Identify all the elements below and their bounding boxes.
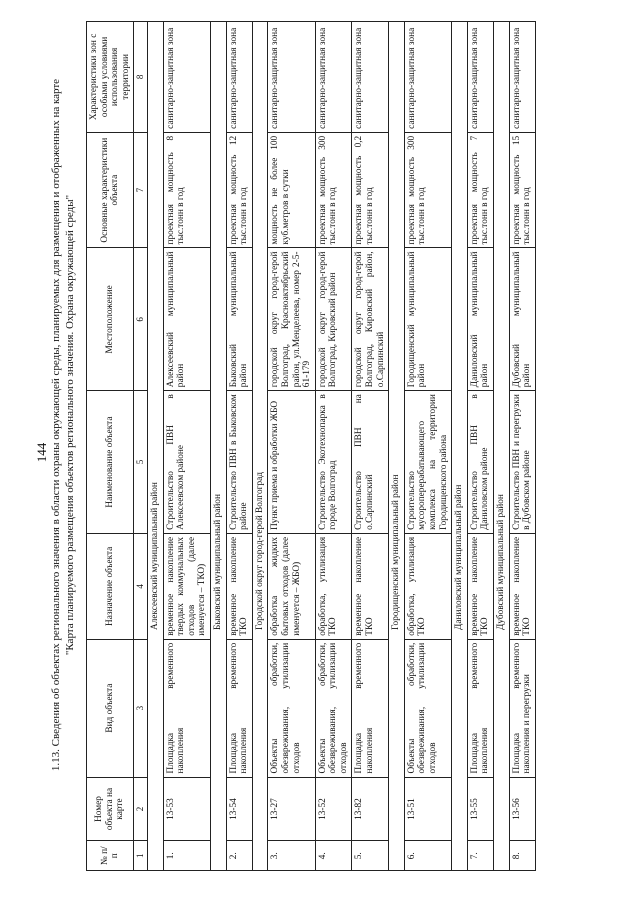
cell-name: Строительство Экотехнопарка в городе Волгоград xyxy=(315,391,352,534)
column-number: 7 xyxy=(134,132,148,248)
cell-purpose: обработка, утилизация ТКО xyxy=(315,533,352,639)
column-number: 5 xyxy=(134,391,148,534)
table-row xyxy=(268,22,315,871)
cell-purpose: временное накопление ТКО xyxy=(352,533,389,639)
section-title: Быковский муниципальный район xyxy=(210,22,226,871)
section-row xyxy=(252,22,268,871)
section-title: Алексеевский муниципальный район xyxy=(147,22,163,871)
cell-name: Строительство ПВН и перегрузки в Дубовском районе xyxy=(509,391,535,534)
cell-zone: санитарно-защитная зона xyxy=(467,22,493,133)
section-title: Городской округ город-герой Волгоград xyxy=(252,22,268,871)
table-row xyxy=(163,22,210,871)
section-row xyxy=(494,22,510,871)
header-col-3: Вид объекта xyxy=(87,639,134,777)
column-number: 4 xyxy=(134,533,148,639)
cell-specs: проектная мощность 15 тыс.тонн в год xyxy=(509,132,535,248)
cell-zone: санитарно-защитная зона xyxy=(352,22,389,133)
page-number: 144 xyxy=(34,442,49,463)
cell-purpose: временное накопление ТКО xyxy=(467,533,493,639)
cell-purpose: обработка, утилизация ТКО xyxy=(404,533,451,639)
cell-kind: Площадка временного накопления xyxy=(163,639,210,777)
table-row xyxy=(315,22,352,871)
cell-zone: санитарно-защитная зона xyxy=(226,22,252,133)
cell-specs: мощность не более 100 куб.метров в сутки xyxy=(268,132,315,248)
cell-specs: проектная мощность 300 тыс.тонн в год xyxy=(404,132,451,248)
cell-zone: санитарно-защитная зона xyxy=(404,22,451,133)
cell-kind: Площадка временного накопления xyxy=(226,639,252,777)
cell-name: Строительство ПВН на о.Сарпинский xyxy=(352,391,389,534)
cell-specs: проектная мощность 300 тыс.тонн в год xyxy=(315,132,352,248)
column-number-row xyxy=(134,22,148,871)
cell-code: 13-27 xyxy=(268,777,315,841)
cell-kind: Объекты обработки, обезвреживания, утилизации отходов xyxy=(315,639,352,777)
cell-index: 2. xyxy=(226,841,252,871)
cell-name: Строительство ПВН в Быковском районе xyxy=(226,391,252,534)
cell-location: городской округ город-герой Волгоград, Кировский район, о.Сарпинский xyxy=(352,248,389,391)
cell-specs: проектная мощность 8 тыс.тонн в год xyxy=(163,132,210,248)
header-col-2: Номер объекта на карте xyxy=(87,777,134,841)
cell-kind: Объекты обработки, обезвреживания, утилизации отходов xyxy=(268,639,315,777)
cell-code: 13-56 xyxy=(509,777,535,841)
section-row xyxy=(210,22,226,871)
section-row xyxy=(452,22,468,871)
cell-kind: Площадка временного накопления xyxy=(352,639,389,777)
header-col-4: Назначение объекта xyxy=(87,533,134,639)
cell-index: 3. xyxy=(268,841,315,871)
cell-code: 13-54 xyxy=(226,777,252,841)
cell-index: 7. xyxy=(467,841,493,871)
cell-zone: санитарно-защитная зона xyxy=(163,22,210,133)
cell-code: 13-82 xyxy=(352,777,389,841)
cell-location: Городищенский муниципальный район xyxy=(404,248,451,391)
cell-name: Строительство мусороперерабатывающего комплекса на территории Городищенского района xyxy=(404,391,451,534)
cell-index: 5. xyxy=(352,841,389,871)
cell-zone: санитарно-защитная зона xyxy=(509,22,535,133)
cell-code: 13-51 xyxy=(404,777,451,841)
objects-table xyxy=(86,21,536,871)
cell-kind: Объекты обработки, обезвреживания, утилизации отходов xyxy=(404,639,451,777)
column-number: 2 xyxy=(134,777,148,841)
cell-zone: санитарно-защитная зона xyxy=(268,22,315,133)
cell-code: 13-55 xyxy=(467,777,493,841)
cell-location: городской округ город-герой Волгоград, Красноактябрьский район, ул.Менделеева, номер 2-5-61-179 xyxy=(268,248,315,391)
column-number: 6 xyxy=(134,248,148,391)
cell-code: 13-53 xyxy=(163,777,210,841)
cell-index: 8. xyxy=(509,841,535,871)
header-col-6: Местоположение xyxy=(87,248,134,391)
header-col-1: № п/п xyxy=(87,841,134,871)
column-number: 8 xyxy=(134,22,148,133)
cell-purpose: обработка жидких бытовых отходов (далее именуется – ЖБО) xyxy=(268,533,315,639)
table-row xyxy=(226,22,252,871)
cell-specs: проектная мощность 0,2 тыс.тонн в год xyxy=(352,132,389,248)
cell-location: Алексеевский муниципальный район xyxy=(163,248,210,391)
cell-purpose: временное накопление ТКО xyxy=(226,533,252,639)
cell-specs: проектная мощность 7 тыс.тонн в год xyxy=(467,132,493,248)
cell-kind: Площадка временного накопления xyxy=(467,639,493,777)
cell-purpose: временное накопление ТКО xyxy=(509,533,535,639)
title-line-1: 1.13. Сведения об объектах регионального значения в области охраны окружающей среды, планируемых для размещения и отображенных на карте xyxy=(50,78,62,772)
table-row xyxy=(467,22,493,871)
cell-name: Строительство ПВН в Алексеевском районе xyxy=(163,391,210,534)
table-row xyxy=(404,22,451,871)
section-row xyxy=(147,22,163,871)
document-title xyxy=(49,40,77,810)
column-number: 1 xyxy=(134,841,148,871)
table-row xyxy=(509,22,535,871)
cell-index: 1. xyxy=(163,841,210,871)
cell-index: 4. xyxy=(315,841,352,871)
section-title: Даниловский муниципальный район xyxy=(452,22,468,871)
cell-index: 6. xyxy=(404,841,451,871)
header-col-7: Основные характеристики объекта xyxy=(87,132,134,248)
cell-purpose: временное накопление твердых коммунальных отходов (далее именуется – ТКО) xyxy=(163,533,210,639)
cell-location: Даниловский муниципальный район xyxy=(467,248,493,391)
cell-specs: проектная мощность 12 тыс.тонн в год xyxy=(226,132,252,248)
cell-kind: Площадка временного накопления и перегрузки xyxy=(509,639,535,777)
title-line-2: "Карта планируемого размещения объектов регионального значения. Охрана окружающей среды" xyxy=(64,194,76,656)
section-title: Городищенский муниципальный район xyxy=(389,22,405,871)
section-row xyxy=(389,22,405,871)
cell-location: городской округ город-герой Волгоград, Кировский район xyxy=(315,248,352,391)
cell-location: Быковский муниципальный район xyxy=(226,248,252,391)
cell-name: Строительство ПВН в Даниловском районе xyxy=(467,391,493,534)
cell-zone: санитарно-защитная зона xyxy=(315,22,352,133)
table-row xyxy=(352,22,389,871)
cell-name: Пункт приема и обработки ЖБО xyxy=(268,391,315,534)
column-number: 3 xyxy=(134,639,148,777)
header-row xyxy=(87,22,134,871)
cell-location: Дубовский муниципальный район xyxy=(509,248,535,391)
section-title: Дубовский муниципальный район xyxy=(494,22,510,871)
header-col-8: Характеристики зон с особыми условиями использования территории xyxy=(87,22,134,133)
header-col-5: Наименование объекта xyxy=(87,391,134,534)
cell-code: 13-52 xyxy=(315,777,352,841)
